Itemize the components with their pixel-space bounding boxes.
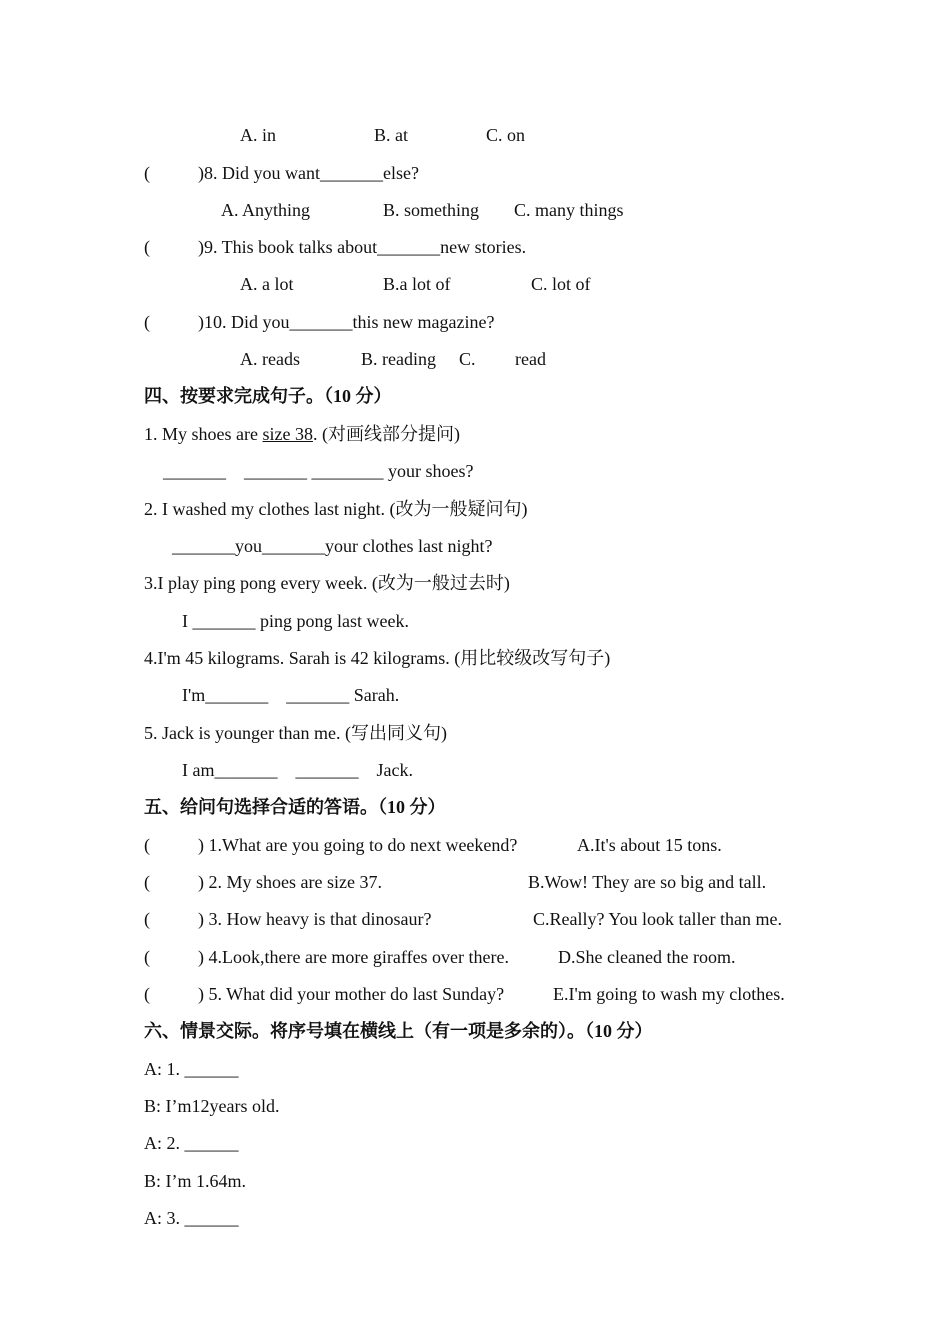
- sec6-line-4: B: I’m 1.64m.: [144, 1171, 246, 1191]
- q10-option-c-word: read: [515, 349, 546, 369]
- sec5-row-5-paren: (: [144, 984, 150, 1004]
- q9-paren: (: [144, 237, 150, 257]
- q7-option-a: A. in: [240, 125, 276, 145]
- sec4-sentence-3: 3.I play ping pong every week. (改为一般过去时): [144, 573, 510, 593]
- section-5-heading: 五、给问句选择合适的答语。（10 分）: [144, 797, 446, 817]
- sec4-s1-underlined: size 38: [262, 424, 313, 444]
- sec5-row-1-paren: (: [144, 835, 150, 855]
- q7-option-c: C. on: [486, 125, 526, 145]
- q10-option-b: B. reading: [361, 349, 436, 369]
- section-6-heading: 六、情景交际。将序号填在横线上（有一项是多余的）。（10 分）: [144, 1021, 653, 1041]
- sec5-row-2-question: ) 2. My shoes are size 37.: [198, 872, 382, 892]
- sec4-s1-post: . (对画线部分提问): [312, 424, 460, 444]
- sec4-sentence-1: [144, 423, 460, 445]
- q9-option-a: A. a lot: [240, 274, 294, 294]
- q8-question: )8. Did you want_______else?: [198, 163, 419, 183]
- sec5-row-4-answer: D.She cleaned the room.: [558, 947, 736, 967]
- sec5-row-5-answer: E.I'm going to wash my clothes.: [553, 984, 785, 1004]
- sec5-row-3-question: ) 3. How heavy is that dinosaur?: [198, 909, 432, 929]
- sec5-row-2-paren: (: [144, 872, 150, 892]
- q10-option-a: A. reads: [240, 349, 300, 369]
- q8-option-b: B. something: [383, 200, 480, 220]
- section-4-heading: 四、按要求完成句子。（10 分）: [144, 386, 392, 406]
- q9-question: )9. This book talks about_______new stories.: [198, 237, 527, 257]
- sec6-line-5: A: 3. ______: [144, 1208, 239, 1228]
- q10-question: )10. Did you_______this new magazine?: [198, 312, 495, 332]
- q10-option-c: C.: [459, 349, 476, 369]
- q7-option-b: B. at: [374, 125, 408, 145]
- sec5-row-3-paren: (: [144, 909, 150, 929]
- sec6-line-2: B: I’m12years old.: [144, 1096, 280, 1116]
- sec5-row-3-answer: C.Really? You look taller than me.: [533, 909, 782, 929]
- sec5-row-1-answer: A.It's about 15 tons.: [577, 835, 722, 855]
- sec4-sentence-5: 5. Jack is younger than me. (写出同义句): [144, 723, 447, 743]
- sec4-s1-pre: 1. My shoes are: [144, 424, 263, 444]
- sec4-answer-2: _______you_______your clothes last night?: [172, 536, 493, 556]
- sec4-sentence-2: 2. I washed my clothes last night. (改为一般疑问句): [144, 499, 528, 519]
- sec4-answer-3: I _______ ping pong last week.: [182, 611, 409, 631]
- sec4-answer-4: I'm_______ _______ Sarah.: [182, 685, 400, 705]
- sec4-answer-5: I am_______ _______ Jack.: [182, 760, 413, 780]
- sec5-row-5-question: ) 5. What did your mother do last Sunday?: [198, 984, 505, 1004]
- q10-paren: (: [144, 312, 150, 332]
- sec5-row-2-answer: B.Wow! They are so big and tall.: [528, 872, 767, 892]
- q9-option-c: C. lot of: [531, 274, 591, 294]
- q9-option-b: B.a lot of: [383, 274, 451, 294]
- sec4-answer-1: _______ _______ ________ your shoes?: [163, 461, 474, 481]
- q8-option-c: C. many things: [514, 200, 624, 220]
- sec6-line-1: A: 1. ______: [144, 1059, 239, 1079]
- q8-paren: (: [144, 163, 150, 183]
- sec4-sentence-4: 4.I'm 45 kilograms. Sarah is 42 kilograms. (用比较级改写句子): [144, 648, 611, 668]
- sec6-line-3: A: 2. ______: [144, 1133, 239, 1153]
- sec5-row-4-paren: (: [144, 947, 150, 967]
- sec5-row-4-question: ) 4.Look,there are more giraffes over there.: [198, 947, 510, 967]
- sec5-row-1-question: ) 1.What are you going to do next weekend?: [198, 835, 518, 855]
- q8-option-a: A. Anything: [221, 200, 311, 220]
